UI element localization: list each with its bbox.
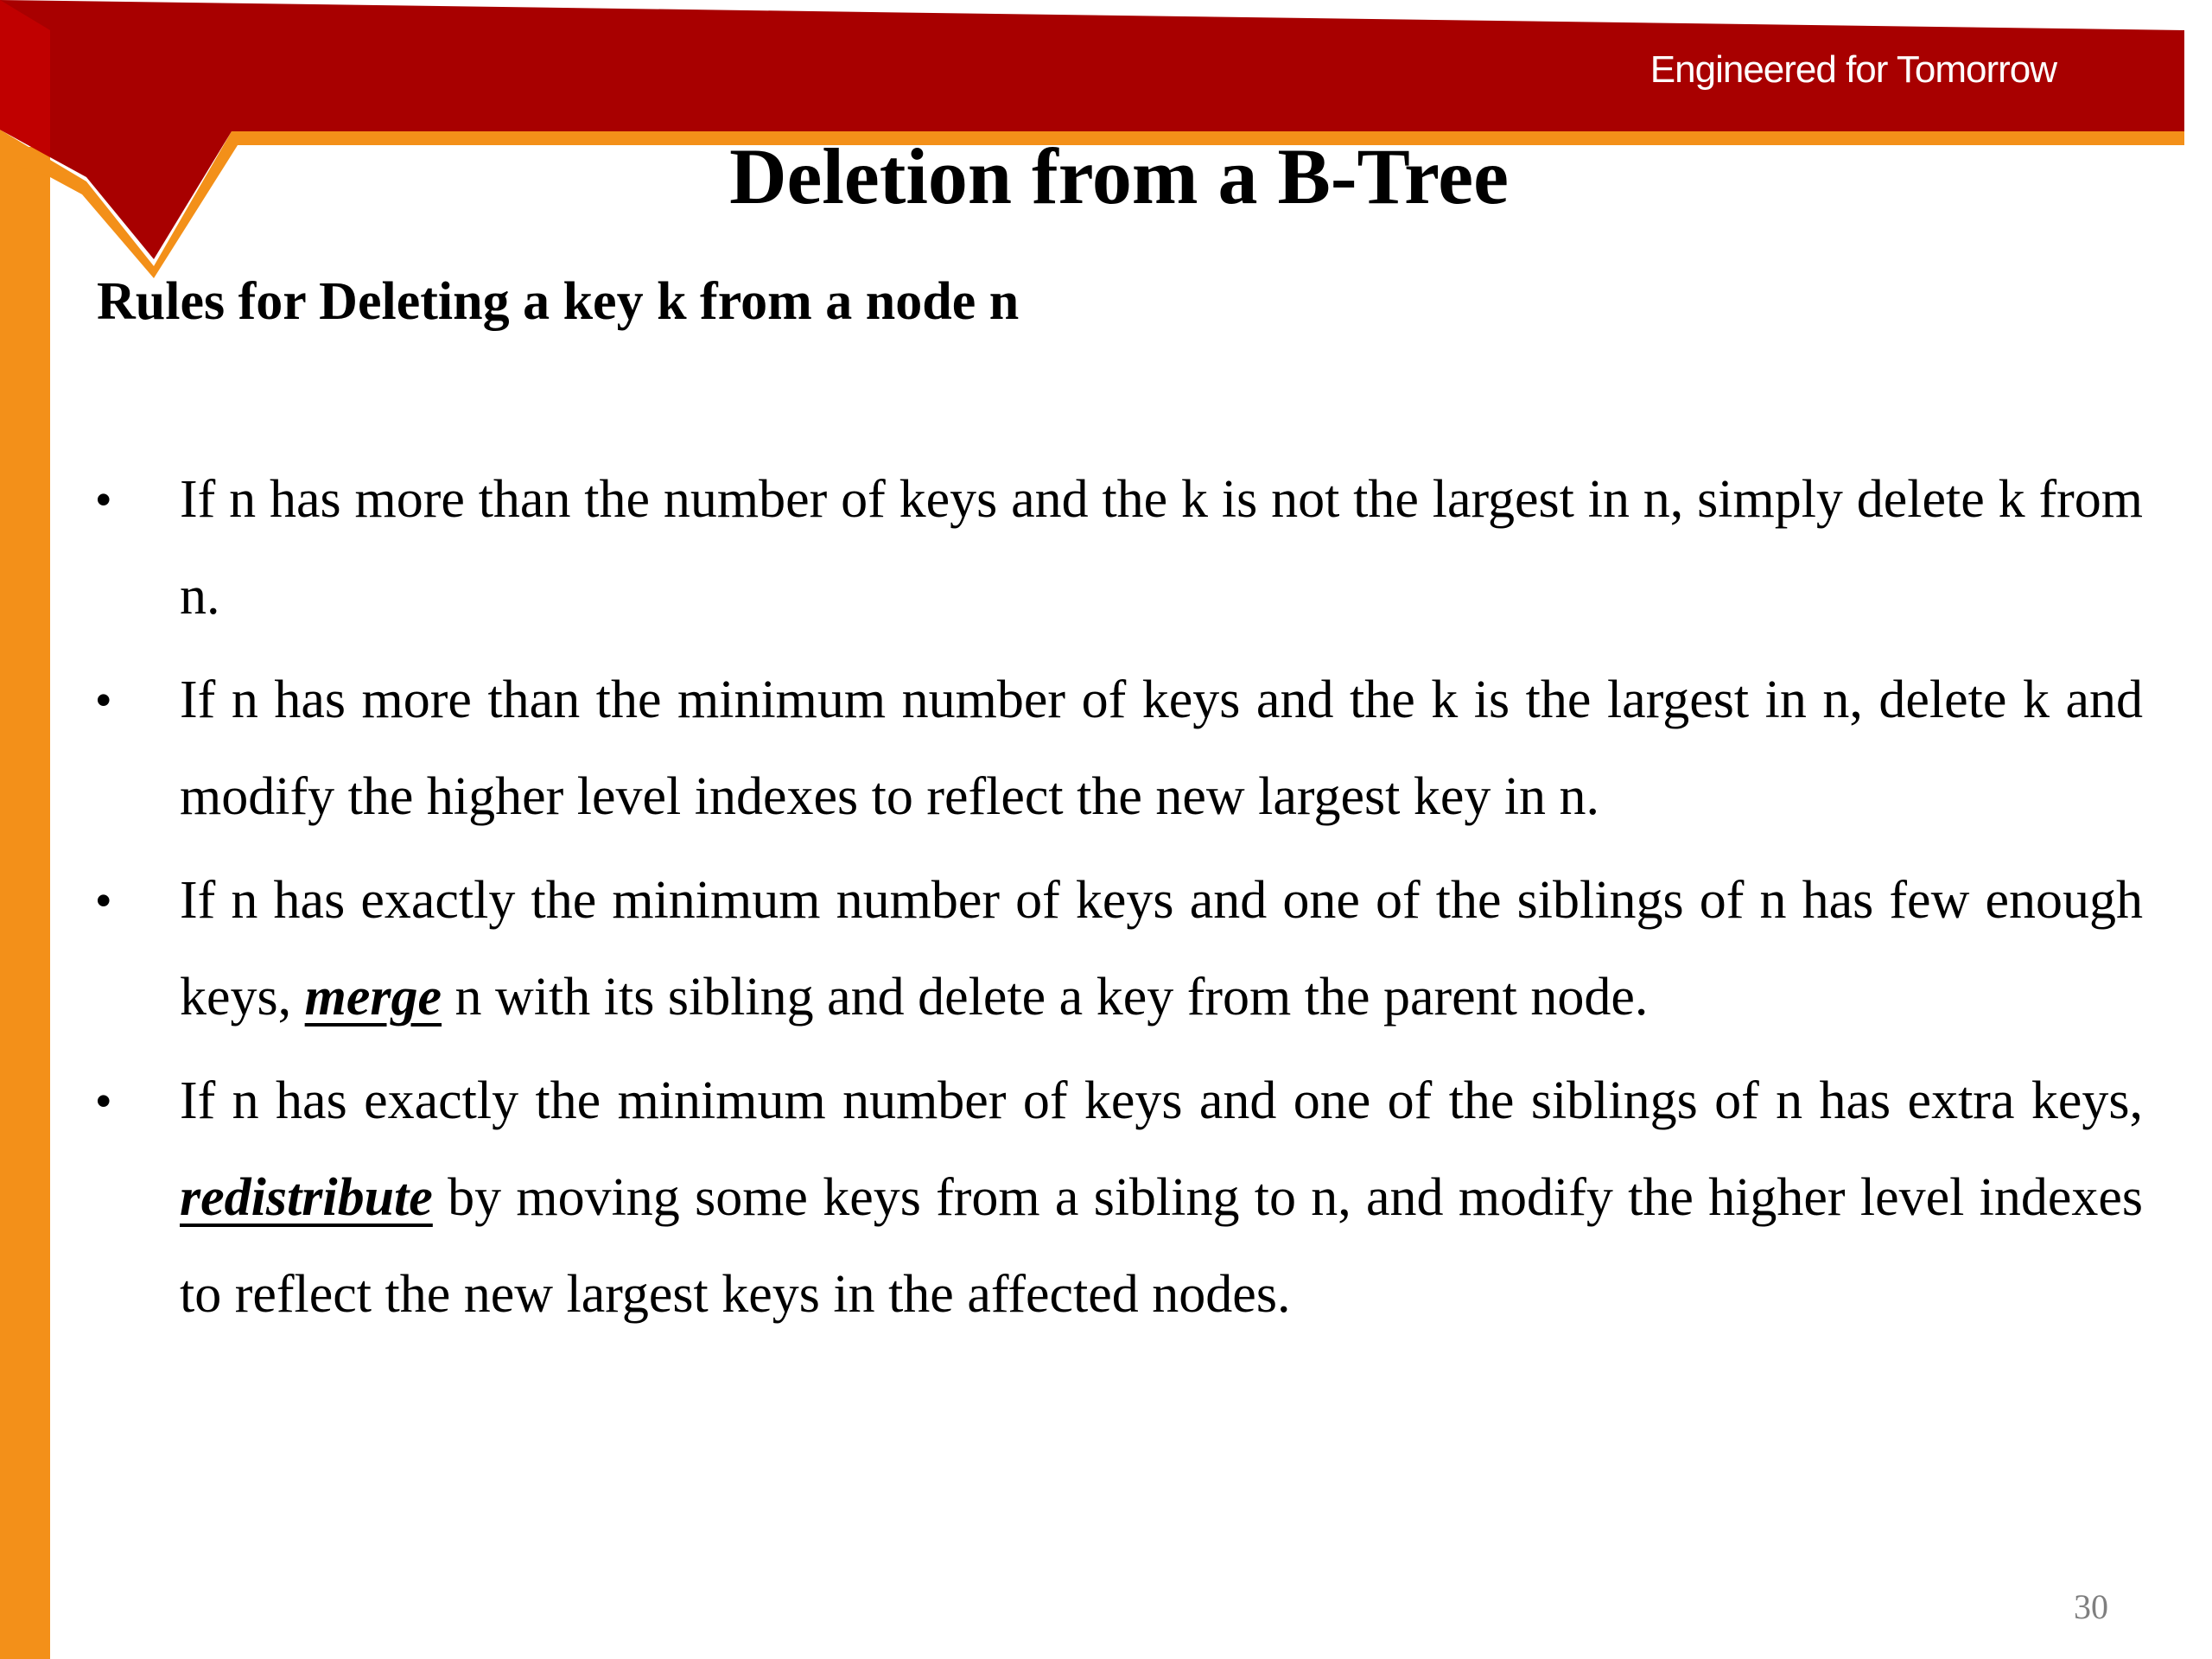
rule-text-after: n with its sibling and delete a key from the parent node. (442, 968, 1649, 1027)
rule-text-after: by moving some keys from a sibling to n, and modify the higher level indexes to reflect the new largest keys in the affected nodes. (180, 1168, 2143, 1324)
page-number: 30 (2074, 1587, 2108, 1626)
rule-item (96, 852, 2143, 1046)
rule-item (96, 451, 2143, 645)
bullet-icon: • (96, 876, 111, 925)
bullet-icon: • (96, 676, 111, 724)
rule-item (96, 1052, 2143, 1343)
rule-text-before: If n has exactly the minimum number of keys and one of the siblings of n has extra keys, (180, 1071, 2143, 1130)
rule-text-before: If n has exactly the minimum number of keys and one of the siblings of n has few enough keys, (180, 871, 2143, 1027)
red-header-band (0, 0, 2184, 259)
slide-title: Deletion from a B-Tree (729, 132, 1509, 220)
bullet-icon: • (96, 1077, 111, 1125)
bullet-icon: • (96, 475, 111, 524)
left-orange-stripe (0, 147, 50, 1659)
rule-text: If n has more than the minimum number of keys and the k is the largest in n, delete k and modify the higher level indexes to reflect the new largest key in n. (180, 671, 2143, 826)
redistribute-term: redistribute (180, 1168, 433, 1227)
rule-text: If n has more than the number of keys and the k is not the largest in n, simply delete k from n. (180, 470, 2143, 626)
rules-list (96, 451, 2143, 1350)
merge-term: merge (304, 968, 442, 1027)
rule-item (96, 652, 2143, 845)
brand-tagline: Engineered for Tomorrow (1649, 48, 2056, 91)
slide-subtitle: Rules for Deleting a key k from a node n (97, 272, 1020, 331)
